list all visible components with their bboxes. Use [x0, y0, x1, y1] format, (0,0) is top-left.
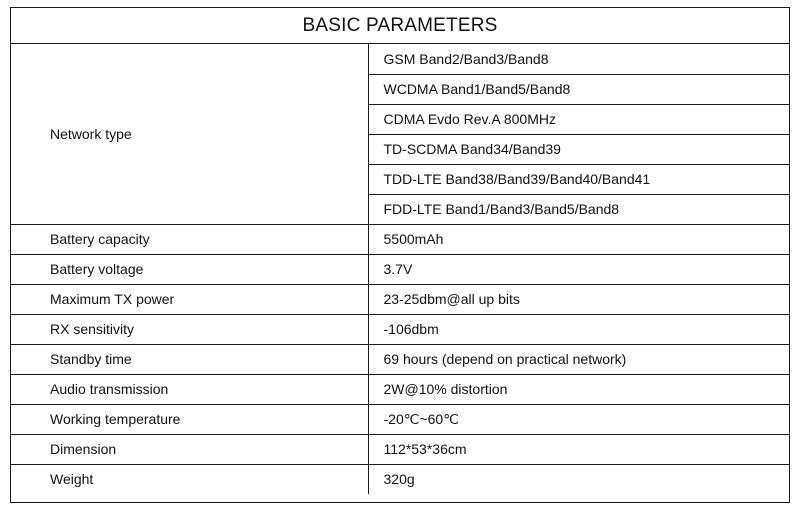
param-label: Battery capacity — [11, 224, 368, 254]
param-value: 69 hours (depend on practical network) — [368, 344, 789, 374]
table-row — [11, 254, 789, 284]
param-label: Weight — [11, 464, 368, 494]
network-type-value: FDD-LTE Band1/Band3/Band5/Band8 — [368, 194, 789, 224]
param-label: Dimension — [11, 434, 368, 464]
parameters-table — [11, 44, 789, 494]
table-row — [11, 434, 789, 464]
param-value: 5500mAh — [368, 224, 789, 254]
table-row — [11, 464, 789, 494]
table-row — [11, 44, 789, 74]
param-label: RX sensitivity — [11, 314, 368, 344]
param-value: 112*53*36cm — [368, 434, 789, 464]
network-type-value: WCDMA Band1/Band5/Band8 — [368, 74, 789, 104]
param-value: 3.7V — [368, 254, 789, 284]
param-value: 23-25dbm@all up bits — [368, 284, 789, 314]
network-type-value: TD-SCDMA Band34/Band39 — [368, 134, 789, 164]
param-label: Audio transmission — [11, 374, 368, 404]
param-value: 320g — [383, 471, 415, 488]
network-type-value: TDD-LTE Band38/Band39/Band40/Band41 — [368, 164, 789, 194]
param-value: 2W@10% distortion — [368, 374, 789, 404]
param-label: Battery voltage — [11, 254, 368, 284]
table-row — [11, 344, 789, 374]
table-row — [11, 374, 789, 404]
parameters-table-frame — [10, 7, 790, 503]
network-type-value: GSM Band2/Band3/Band8 — [368, 44, 789, 74]
table-row — [11, 224, 789, 254]
param-label: Working temperature — [11, 404, 368, 434]
table-row — [11, 314, 789, 344]
param-label: Standby time — [11, 344, 368, 374]
network-type-value: CDMA Evdo Rev.A 800MHz — [368, 104, 789, 134]
table-row — [11, 284, 789, 314]
param-value: -20℃~60℃ — [368, 404, 789, 434]
param-label: Maximum TX power — [11, 284, 368, 314]
table-row — [11, 404, 789, 434]
table-title: BASIC PARAMETERS — [11, 8, 789, 44]
network-type-label: Network type — [11, 44, 368, 224]
param-value: -106dbm — [368, 314, 789, 344]
